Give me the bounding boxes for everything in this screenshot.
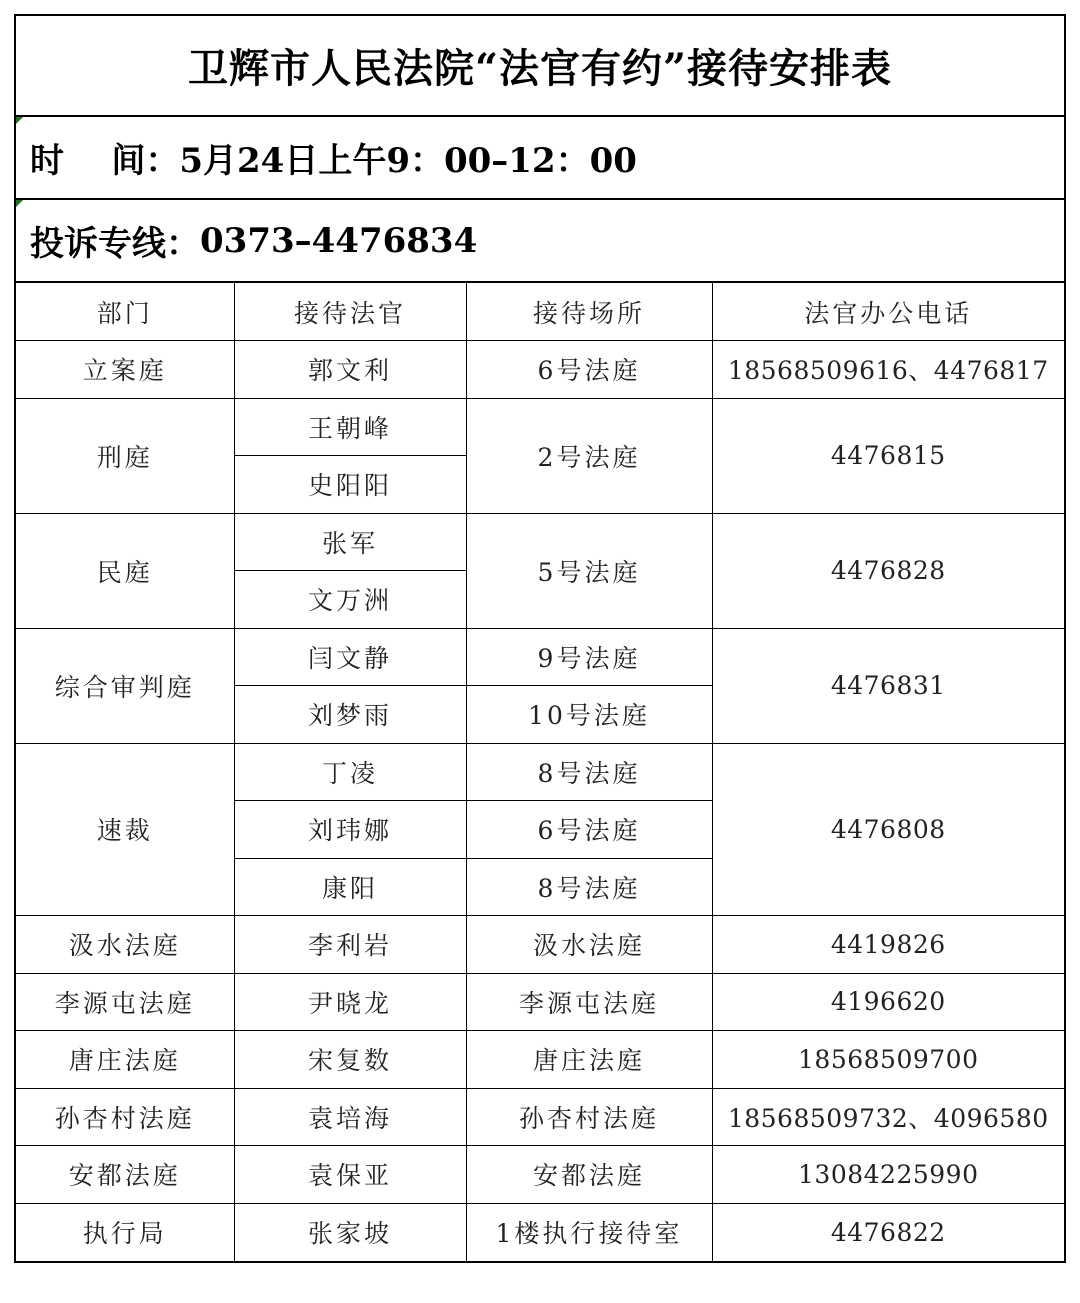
venue-cell: 汲水法庭 bbox=[466, 916, 712, 974]
table-row bbox=[16, 628, 1064, 686]
table-header-row bbox=[16, 283, 1064, 341]
time-label: 时 间： bbox=[30, 141, 180, 181]
phone-cell: 4476828 bbox=[712, 513, 1064, 628]
department-cell: 安都法庭 bbox=[16, 1146, 234, 1204]
phone-cell: 18568509732、4096580 bbox=[712, 1088, 1064, 1146]
department-cell: 唐庄法庭 bbox=[16, 1031, 234, 1089]
judge-cell: 张军 bbox=[234, 513, 466, 571]
department-cell: 刑庭 bbox=[16, 398, 234, 513]
judge-cell: 李利岩 bbox=[234, 916, 466, 974]
venue-cell: 6号法庭 bbox=[466, 341, 712, 399]
judge-cell: 王朝峰 bbox=[234, 398, 466, 456]
department-cell: 民庭 bbox=[16, 513, 234, 628]
phone-cell: 4476822 bbox=[712, 1203, 1064, 1261]
phone-cell: 4196620 bbox=[712, 973, 1064, 1031]
cell-comment-marker bbox=[16, 200, 23, 207]
judge-cell: 康阳 bbox=[234, 858, 466, 916]
department-cell: 速裁 bbox=[16, 743, 234, 916]
table-row bbox=[16, 341, 1064, 399]
header-phone: 法官办公电话 bbox=[712, 283, 1064, 341]
phone-cell: 4419826 bbox=[712, 916, 1064, 974]
phone-cell: 18568509700 bbox=[712, 1031, 1064, 1089]
judge-cell: 刘玮娜 bbox=[234, 801, 466, 859]
department-cell: 综合审判庭 bbox=[16, 628, 234, 743]
table-row bbox=[16, 398, 1064, 456]
reception-table bbox=[16, 283, 1064, 1261]
judge-cell: 袁培海 bbox=[234, 1088, 466, 1146]
venue-cell: 孙杏村法庭 bbox=[466, 1088, 712, 1146]
venue-cell: 李源屯法庭 bbox=[466, 973, 712, 1031]
judge-cell: 袁保亚 bbox=[234, 1146, 466, 1204]
table-body bbox=[16, 283, 1064, 1261]
department-cell: 执行局 bbox=[16, 1203, 234, 1261]
department-cell: 李源屯法庭 bbox=[16, 973, 234, 1031]
venue-cell: 8号法庭 bbox=[466, 743, 712, 801]
hotline-row bbox=[16, 200, 1064, 283]
phone-cell: 18568509616、4476817 bbox=[712, 341, 1064, 399]
phone-cell: 4476831 bbox=[712, 628, 1064, 743]
judge-cell: 张家坡 bbox=[234, 1203, 466, 1261]
judge-cell: 文万洲 bbox=[234, 571, 466, 629]
department-cell: 孙杏村法庭 bbox=[16, 1088, 234, 1146]
phone-cell: 4476808 bbox=[712, 743, 1064, 916]
judge-cell: 尹晓龙 bbox=[234, 973, 466, 1031]
judge-cell: 郭文利 bbox=[234, 341, 466, 399]
schedule-sheet bbox=[14, 14, 1066, 1263]
table-row bbox=[16, 973, 1064, 1031]
phone-cell: 4476815 bbox=[712, 398, 1064, 513]
time-row bbox=[16, 117, 1064, 200]
page-title: 卫辉市人民法院“法官有约”接待安排表 bbox=[16, 16, 1064, 117]
department-cell: 汲水法庭 bbox=[16, 916, 234, 974]
table-row bbox=[16, 1088, 1064, 1146]
venue-cell: 8号法庭 bbox=[466, 858, 712, 916]
table-row bbox=[16, 1146, 1064, 1204]
venue-cell: 唐庄法庭 bbox=[466, 1031, 712, 1089]
department-cell: 立案庭 bbox=[16, 341, 234, 399]
venue-cell: 1楼执行接待室 bbox=[466, 1203, 712, 1261]
venue-cell: 2号法庭 bbox=[466, 398, 712, 513]
hotline-value: 0373–4476834 bbox=[200, 220, 478, 261]
judge-cell: 丁凌 bbox=[234, 743, 466, 801]
judge-cell: 史阳阳 bbox=[234, 456, 466, 514]
judge-cell: 闫文静 bbox=[234, 628, 466, 686]
table-row bbox=[16, 916, 1064, 974]
venue-cell: 安都法庭 bbox=[466, 1146, 712, 1204]
venue-cell: 6号法庭 bbox=[466, 801, 712, 859]
phone-cell: 13084225990 bbox=[712, 1146, 1064, 1204]
hotline-label: 投诉专线： bbox=[30, 224, 200, 264]
judge-cell: 宋复数 bbox=[234, 1031, 466, 1089]
header-venue: 接待场所 bbox=[466, 283, 712, 341]
table-row bbox=[16, 1203, 1064, 1261]
venue-cell: 9号法庭 bbox=[466, 628, 712, 686]
venue-cell: 10号法庭 bbox=[466, 686, 712, 744]
table-row bbox=[16, 743, 1064, 801]
header-judge: 接待法官 bbox=[234, 283, 466, 341]
table-row bbox=[16, 513, 1064, 571]
header-department: 部门 bbox=[16, 283, 234, 341]
cell-comment-marker bbox=[16, 117, 23, 124]
judge-cell: 刘梦雨 bbox=[234, 686, 466, 744]
venue-cell: 5号法庭 bbox=[466, 513, 712, 628]
table-row bbox=[16, 1031, 1064, 1089]
time-value: 5月24日上午9：00–12：00 bbox=[179, 141, 637, 181]
